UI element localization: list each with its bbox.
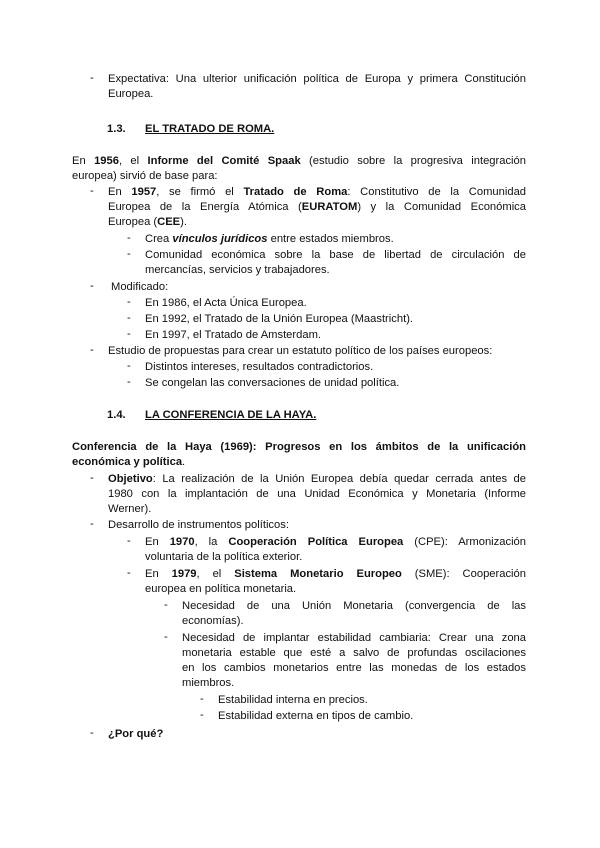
bullet-dash: - bbox=[127, 535, 131, 547]
intro-line-1: En 1956, el Informe del Comité Spaak (estudio sobre la progresiva integración bbox=[72, 155, 526, 167]
bullet-dash: - bbox=[127, 248, 131, 260]
section-title-1-4: LA CONFERENCIA DE LA HAYA. bbox=[145, 409, 317, 421]
objetivo-line-2: 1980 con la implantación de una Unidad Económica y Monetaria (Informe bbox=[108, 488, 526, 500]
sme-line-2: europea en política monetaria. bbox=[145, 583, 297, 595]
estudio-item-2: Se congelan las conversaciones de unidad política. bbox=[145, 377, 400, 389]
estabilidad-cambiaria-line-1: Necesidad de implantar estabilidad cambiaria: Crear una zona bbox=[182, 632, 526, 644]
desarrollo-label: Desarrollo de instrumentos políticos: bbox=[108, 519, 289, 531]
tratado-roma-line-3: Europea (CEE). bbox=[108, 216, 187, 228]
mod-item-1986: En 1986, el Acta Única Europea. bbox=[145, 297, 307, 309]
por-que-label: ¿Por qué? bbox=[108, 728, 164, 740]
bullet-dash: - bbox=[200, 709, 204, 721]
objetivo-line-3: Werner). bbox=[108, 503, 152, 515]
bullet-dash: - bbox=[90, 472, 94, 484]
section-number-1-3: 1.3. bbox=[107, 123, 126, 135]
estabilidad-externa: Estabilidad externa en tipos de cambio. bbox=[218, 710, 414, 722]
bullet-dash: - bbox=[127, 328, 131, 340]
mod-item-1997: En 1997, el Tratado de Amsterdam. bbox=[145, 329, 321, 341]
haya-line-1: Conferencia de la Haya (1969): Progresos en los ámbitos de la unificación bbox=[72, 441, 526, 453]
bullet-dash: - bbox=[127, 312, 131, 324]
bullet-dash: - bbox=[90, 280, 94, 292]
union-monetaria-line-2: economías). bbox=[182, 615, 244, 627]
bullet-dash: - bbox=[127, 567, 131, 579]
bullet-dash: - bbox=[127, 376, 131, 388]
estudio-label: Estudio de propuestas para crear un estatuto político de los países europeos: bbox=[108, 345, 493, 357]
objetivo-line-1: Objetivo: La realización de la Unión Europea debía quedar cerrada antes de bbox=[108, 473, 526, 485]
bullet-dash: - bbox=[127, 360, 131, 372]
expectativa-line-1: Expectativa: Una ulterior unificación política de Europa y primera Constitución bbox=[108, 73, 526, 85]
expectativa-line-2: Europea. bbox=[108, 88, 154, 100]
section-number-1-4: 1.4. bbox=[107, 409, 126, 421]
intro-line-2: europea) sirvió de base para: bbox=[72, 170, 218, 182]
bullet-dash: - bbox=[164, 631, 168, 643]
cpe-line-2: voluntaria de la política exterior. bbox=[145, 551, 303, 563]
haya-line-2: económica y política. bbox=[72, 456, 186, 468]
union-monetaria-line-1: Necesidad de una Unión Monetaria (convergencia de las bbox=[182, 600, 526, 612]
bullet-dash: - bbox=[90, 185, 94, 197]
tratado-roma-line-2: Europea de la Energía Atómica (EURATOM) y la Comunidad Económica bbox=[108, 201, 526, 213]
crea-vinculos-line: Crea vínculos jurídicos entre estados miembros. bbox=[145, 233, 394, 245]
bullet-dash: - bbox=[90, 518, 94, 530]
bullet-dash: - bbox=[127, 232, 131, 244]
tratado-roma-line-1: En 1957, se firmó el Tratado de Roma: Constitutivo de la Comunidad bbox=[108, 186, 527, 198]
estabilidad-cambiaria-line-3: en los cambios monetarios entre las monedas de los estados bbox=[182, 662, 526, 674]
bullet-dash: - bbox=[127, 296, 131, 308]
sme-line-1: En 1979, el Sistema Monetario Europeo (SME): Cooperación bbox=[145, 568, 526, 580]
mod-item-1992: En 1992, el Tratado de la Unión Europea (Maastricht). bbox=[145, 313, 414, 325]
section-title-1-3: EL TRATADO DE ROMA. bbox=[145, 123, 275, 135]
estudio-item-1: Distintos intereses, resultados contradictorios. bbox=[145, 361, 374, 373]
modificado-label: Modificado: bbox=[111, 281, 169, 293]
bullet-dash: - bbox=[90, 72, 94, 84]
bullet-dash: - bbox=[164, 599, 168, 611]
bullet-dash: - bbox=[200, 693, 204, 705]
estabilidad-interna: Estabilidad interna en precios. bbox=[218, 694, 368, 706]
bullet-dash: - bbox=[90, 727, 94, 739]
comunidad-economica-line-2: mercancías, servicios y trabajadores. bbox=[145, 264, 330, 276]
comunidad-economica-line-1: Comunidad económica sobre la base de libertad de circulación de bbox=[145, 249, 526, 261]
estabilidad-cambiaria-line-2: monetaria estable que esté a salvo de profundas oscilaciones bbox=[182, 647, 526, 659]
cpe-line-1: En 1970, la Cooperación Política Europea (CPE): Armonización bbox=[145, 536, 526, 548]
estabilidad-cambiaria-line-4: miembros. bbox=[182, 677, 235, 689]
bullet-dash: - bbox=[90, 344, 94, 356]
